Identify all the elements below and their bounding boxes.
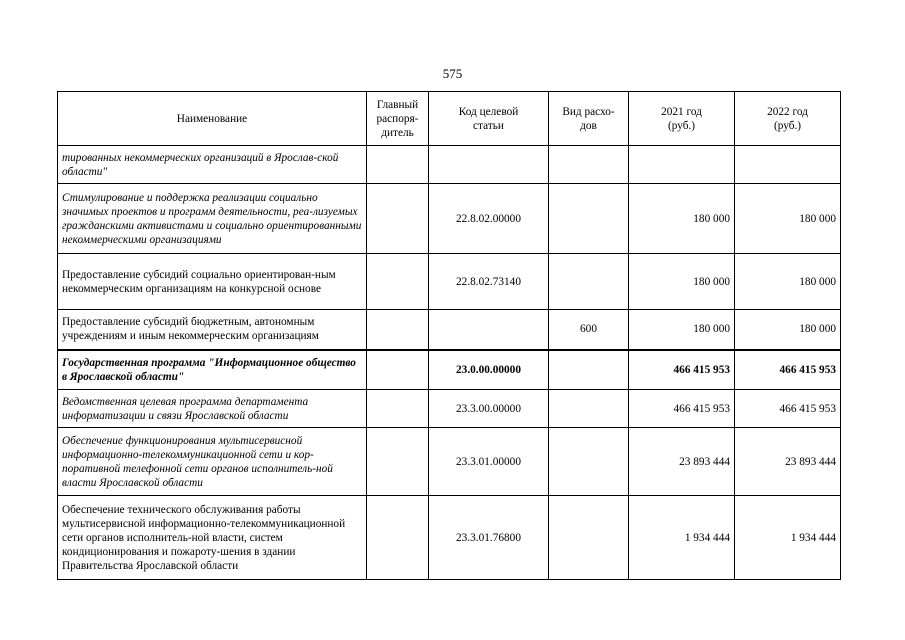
table-row <box>58 428 841 496</box>
row-admin <box>367 254 429 310</box>
table-row <box>58 184 841 254</box>
row-2021: 23 893 444 <box>629 428 735 496</box>
row-admin <box>367 146 429 184</box>
header-type: Вид расхо- дов <box>549 92 629 146</box>
row-2021: 180 000 <box>629 310 735 350</box>
row-2022: 466 415 953 <box>735 350 841 390</box>
row-type <box>549 350 629 390</box>
row-code: 23.3.01.76800 <box>429 496 549 580</box>
row-name: Предоставление субсидий социально ориентирован-ным некоммерческим организациям на конкурсной основе <box>58 254 367 310</box>
row-admin <box>367 184 429 254</box>
row-name: Обеспечение технического обслуживания работы мультисервисной информационно-телекоммуникационной сети органов исполнитель-ной власти, систем кондиционирования и пожароту-шения в здании Правительства Ярославской области <box>58 496 367 580</box>
table-row <box>58 146 841 184</box>
budget-table <box>57 91 841 580</box>
row-code: 23.0.00.00000 <box>429 350 549 390</box>
row-admin <box>367 310 429 350</box>
table-row <box>58 390 841 428</box>
row-type <box>549 254 629 310</box>
table-row-program <box>58 350 841 390</box>
row-admin <box>367 390 429 428</box>
row-2021 <box>629 146 735 184</box>
header-code: Код целевой статьи <box>429 92 549 146</box>
header-name: Наименование <box>58 92 367 146</box>
row-type <box>549 146 629 184</box>
table-row <box>58 310 841 350</box>
row-code <box>429 146 549 184</box>
row-type: 600 <box>549 310 629 350</box>
row-2022: 466 415 953 <box>735 390 841 428</box>
row-2021: 466 415 953 <box>629 390 735 428</box>
row-type <box>549 390 629 428</box>
row-2022 <box>735 146 841 184</box>
row-2021: 180 000 <box>629 254 735 310</box>
table-row <box>58 496 841 580</box>
header-2021: 2021 год (руб.) <box>629 92 735 146</box>
table-header-row <box>58 92 841 146</box>
row-2022: 180 000 <box>735 254 841 310</box>
row-2022: 180 000 <box>735 310 841 350</box>
row-name: тированных некоммерческих организаций в Ярослав-ской области" <box>58 146 367 184</box>
header-2022: 2022 год (руб.) <box>735 92 841 146</box>
row-admin <box>367 428 429 496</box>
table-row <box>58 254 841 310</box>
row-code: 23.3.00.00000 <box>429 390 549 428</box>
row-2022: 23 893 444 <box>735 428 841 496</box>
row-type <box>549 496 629 580</box>
row-2021: 180 000 <box>629 184 735 254</box>
row-name: Стимулирование и поддержка реализации социально значимых проектов и программ деятельности, реа-лизуемых гражданскими активистами и социально ориентированными некоммерческими организациями <box>58 184 367 254</box>
row-2022: 180 000 <box>735 184 841 254</box>
row-name: Обеспечение функционирования мультисервисной информационно-телекоммуникационной сети и кор-поративной телефонной сети органов исполнитель-ной власти Ярославской области <box>58 428 367 496</box>
row-2021: 466 415 953 <box>629 350 735 390</box>
row-2022: 1 934 444 <box>735 496 841 580</box>
row-name: Предоставление субсидий бюджетным, автономным учреждениям и иным некоммерческим организациям <box>58 310 367 350</box>
row-admin <box>367 350 429 390</box>
header-admin: Главный распоря- дитель <box>367 92 429 146</box>
row-2021: 1 934 444 <box>629 496 735 580</box>
row-code: 23.3.01.00000 <box>429 428 549 496</box>
row-name: Государственная программа "Информационное общество в Ярославской области" <box>58 350 367 390</box>
row-code <box>429 310 549 350</box>
row-code: 22.8.02.00000 <box>429 184 549 254</box>
row-type <box>549 184 629 254</box>
row-code: 22.8.02.73140 <box>429 254 549 310</box>
page-number: 575 <box>442 66 463 81</box>
row-name: Ведомственная целевая программа департамента информатизации и связи Ярославской области <box>58 390 367 428</box>
row-admin <box>367 496 429 580</box>
row-type <box>549 428 629 496</box>
